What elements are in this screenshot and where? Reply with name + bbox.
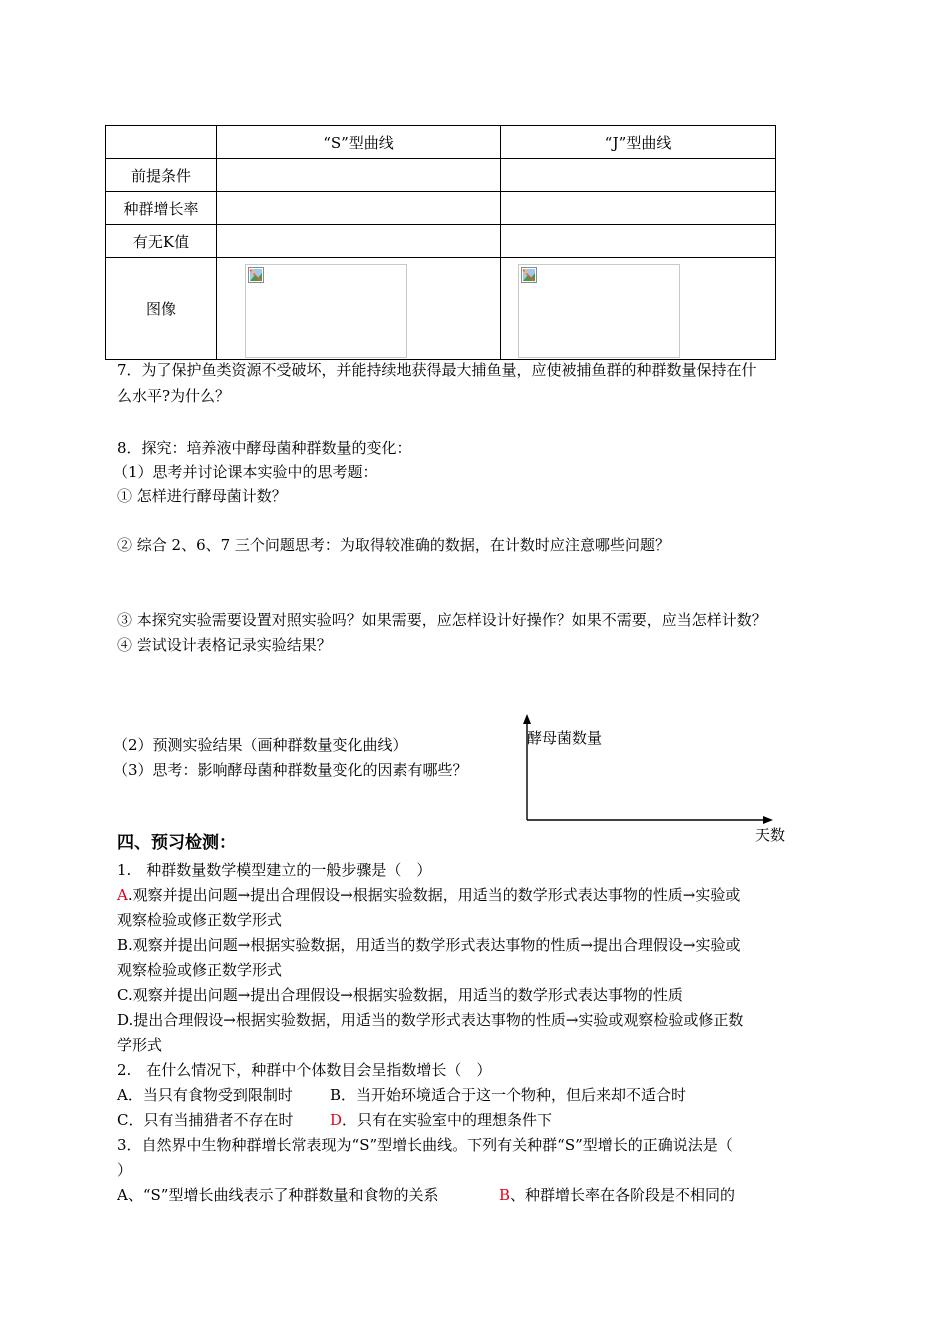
q8-sub2: （2）预测实验结果（画种群数量变化曲线） <box>113 736 408 754</box>
q8-item3: ③ 本探究实验需要设置对照实验吗？如果需要，应怎样设计好操作？如果不需要，应当怎样计数？ <box>117 611 767 629</box>
q8-title: 8．探究：培养液中酵母菌种群数量的变化： <box>117 439 412 457</box>
row-label-k-value: 有无K值 <box>106 225 217 258</box>
cell-j-premise <box>501 159 776 192</box>
table-row <box>106 159 776 192</box>
q2-option-d-text: ．只有在实验室中的理想条件下 <box>342 1111 553 1129</box>
q1-option-b-cont: 观察检验或修正数学形式 <box>117 961 283 979</box>
q8-item2: ② 综合 2、6、7 三个问题思考：为取得较准确的数据，在计数时应注意哪些问题？ <box>117 536 670 554</box>
q2-option-c: C．只有当捕猎者不存在时 <box>117 1111 294 1129</box>
y-axis-arrow <box>523 714 531 724</box>
q7-line2: 么水平?为什么？ <box>117 387 231 405</box>
q1-option-c: C.观察并提出问题→提出合理假设→根据实验数据，用适当的数学形式表达事物的性质 <box>117 986 683 1004</box>
x-axis-arrow <box>763 816 773 824</box>
q2-stem: 2. 在什么情况下，种群中个体数目会呈指数增长（ ） <box>117 1061 492 1079</box>
q2-option-d <box>330 1110 552 1130</box>
q1-option-a-letter: A <box>117 886 128 904</box>
q3-stem: 3．自然界中生物种群增长常表现为“S”型增长曲线。下列有关种群“S”型增长的正确说法是（ <box>117 1136 733 1154</box>
q3-option-a: A、“S”型增长曲线表示了种群数量和食物的关系 <box>117 1186 439 1204</box>
q2-option-a: A．当只有食物受到限制时 <box>117 1086 293 1104</box>
q8-item1: ① 怎样进行酵母菌计数？ <box>117 487 287 505</box>
table-row <box>106 225 776 258</box>
q3-option-b <box>499 1185 735 1205</box>
cell-s-k-value <box>217 225 501 258</box>
graph-y-label: 酵母菌数量 <box>527 729 603 747</box>
cell-j-image <box>501 258 776 360</box>
q7-line1: 7．为了保护鱼类资源不受破坏，并能持续地获得最大捕鱼量，应使被捕鱼群的种群数量保持在什 <box>117 361 757 379</box>
cell-j-growth-rate <box>501 192 776 225</box>
q8-item4: ④ 尝试设计表格记录实验结果？ <box>117 636 332 654</box>
cell-s-premise <box>217 159 501 192</box>
cell-s-image <box>217 258 501 360</box>
table-header-row <box>106 126 776 159</box>
graph-x-label: 天数 <box>755 826 786 844</box>
table-header-blank <box>106 126 217 159</box>
q1-option-d: D.提出合理假设→根据实验数据，用适当的数学形式表达事物的性质→实验或观察检验或修正数 <box>117 1011 744 1029</box>
table-header-j-curve: “J”型曲线 <box>501 126 776 159</box>
q1-stem: 1. 种群数量数学模型建立的一般步骤是（ ） <box>117 861 432 879</box>
broken-image-icon <box>248 267 264 283</box>
q3-option-b-text: 、种群增长率在各阶段是不相同的 <box>510 1186 736 1204</box>
q8-sub1: （1）思考并讨论课本实验中的思考题： <box>113 463 378 481</box>
q1-option-b: B.观察并提出问题→根据实验数据，用适当的数学形式表达事物的性质→提出合理假设→实验或 <box>117 936 741 954</box>
s-curve-image-placeholder <box>245 264 407 358</box>
cell-s-growth-rate <box>217 192 501 225</box>
j-curve-image-placeholder <box>518 264 680 358</box>
q2-option-d-letter: D <box>330 1111 343 1129</box>
q1-option-a <box>117 885 740 905</box>
table-header-s-curve: “S”型曲线 <box>217 126 501 159</box>
row-label-image: 图像 <box>106 258 217 360</box>
table-row <box>106 192 776 225</box>
row-label-growth-rate: 种群增长率 <box>106 192 217 225</box>
table-row <box>106 258 776 360</box>
q3-stem-cont: ） <box>117 1161 133 1179</box>
broken-image-icon <box>521 267 537 283</box>
q3-option-b-letter: B <box>499 1186 511 1204</box>
q1-option-d-cont: 学形式 <box>117 1036 163 1054</box>
q1-option-a-text: .观察并提出问题→提出合理假设→根据实验数据，用适当的数学形式表达事物的性质→实验或 <box>127 886 741 904</box>
row-label-premise: 前提条件 <box>106 159 217 192</box>
q2-option-b: B．当开始环境适合于这一个物种，但后来却不适合时 <box>330 1086 687 1104</box>
cell-j-k-value <box>501 225 776 258</box>
comparison-table <box>105 125 776 360</box>
q1-option-a-cont: 观察检验或修正数学形式 <box>117 911 283 929</box>
q8-sub3: （3）思考：影响酵母菌种群数量变化的因素有哪些？ <box>113 761 468 779</box>
section4-title: 四、预习检测： <box>117 833 236 853</box>
